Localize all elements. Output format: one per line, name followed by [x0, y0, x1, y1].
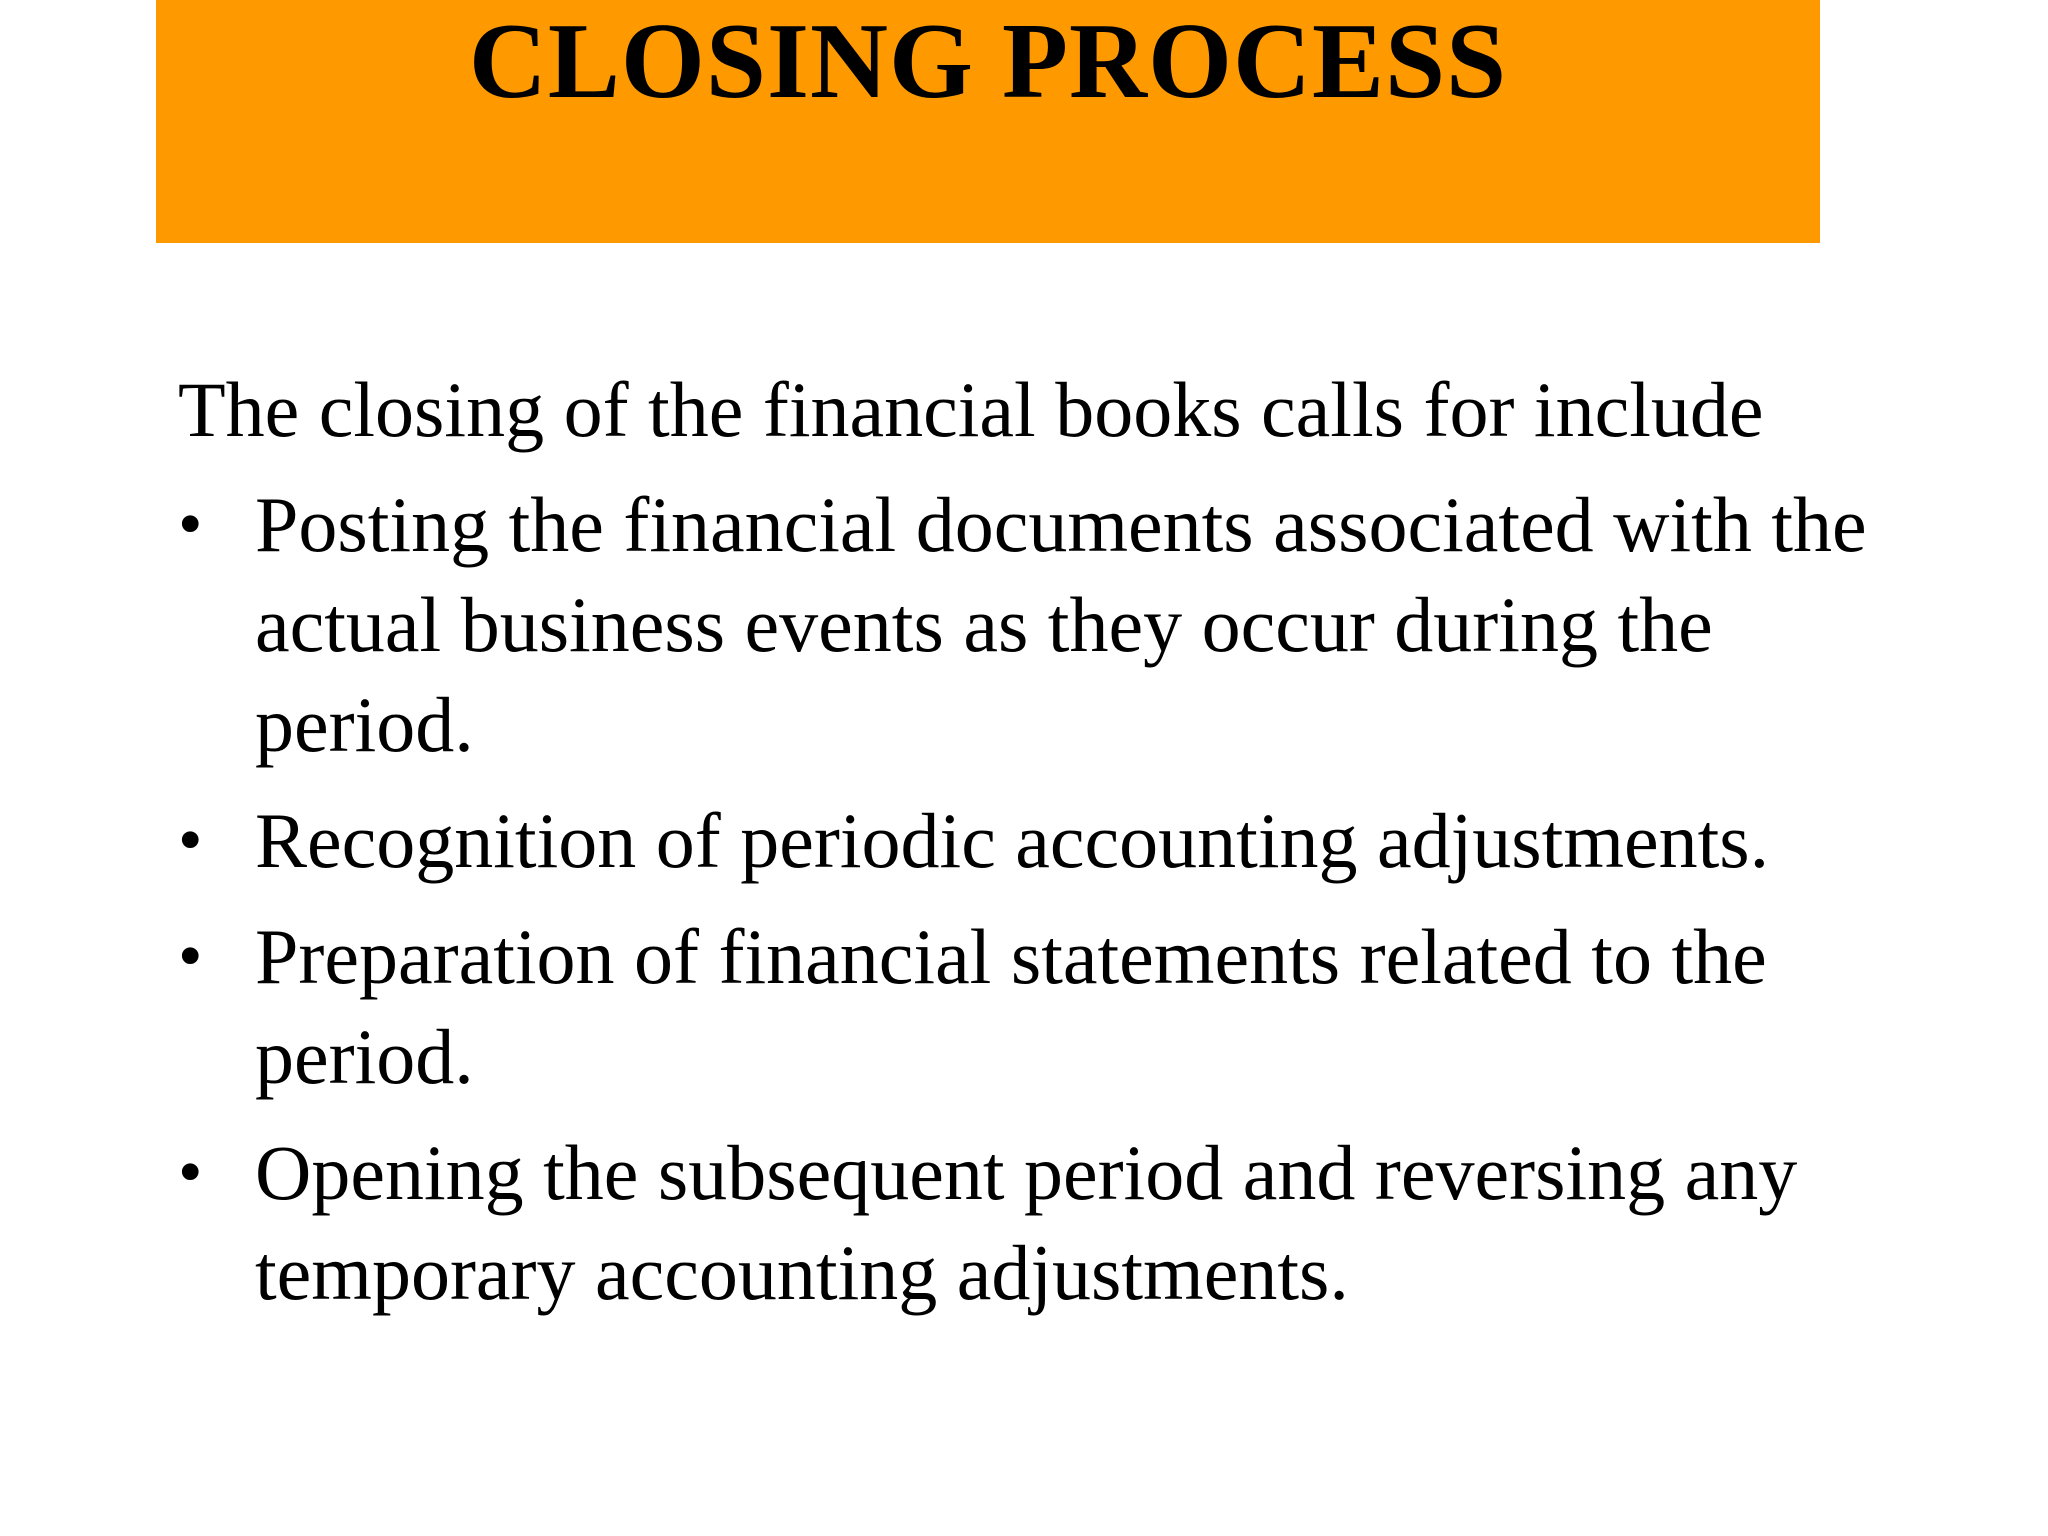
bullet-text: Recognition of periodic accounting adjustments.: [255, 797, 1770, 884]
list-item: [178, 791, 1898, 891]
bullet-text: Posting the financial documents associated with the actual business events as they occur during the period.: [255, 481, 1867, 768]
intro-text: The closing of the financial books calls for include: [178, 366, 1764, 453]
slide-body: [178, 360, 1898, 1339]
slide-title: CLOSING PROCESS: [468, 2, 1508, 121]
list-item: [178, 475, 1898, 775]
bullet-icon: •: [178, 918, 203, 995]
list-item: [178, 1123, 1898, 1323]
bullet-icon: •: [178, 1134, 203, 1211]
list-item: [178, 907, 1898, 1107]
bullet-icon: •: [178, 486, 203, 563]
bullet-icon: •: [178, 802, 203, 879]
title-banner: [156, 0, 1820, 243]
bullet-text: Opening the subsequent period and reversing any temporary accounting adjustments.: [255, 1129, 1798, 1316]
bullet-text: Preparation of financial statements related to the period.: [255, 913, 1767, 1100]
bullet-list: [178, 475, 1898, 1323]
